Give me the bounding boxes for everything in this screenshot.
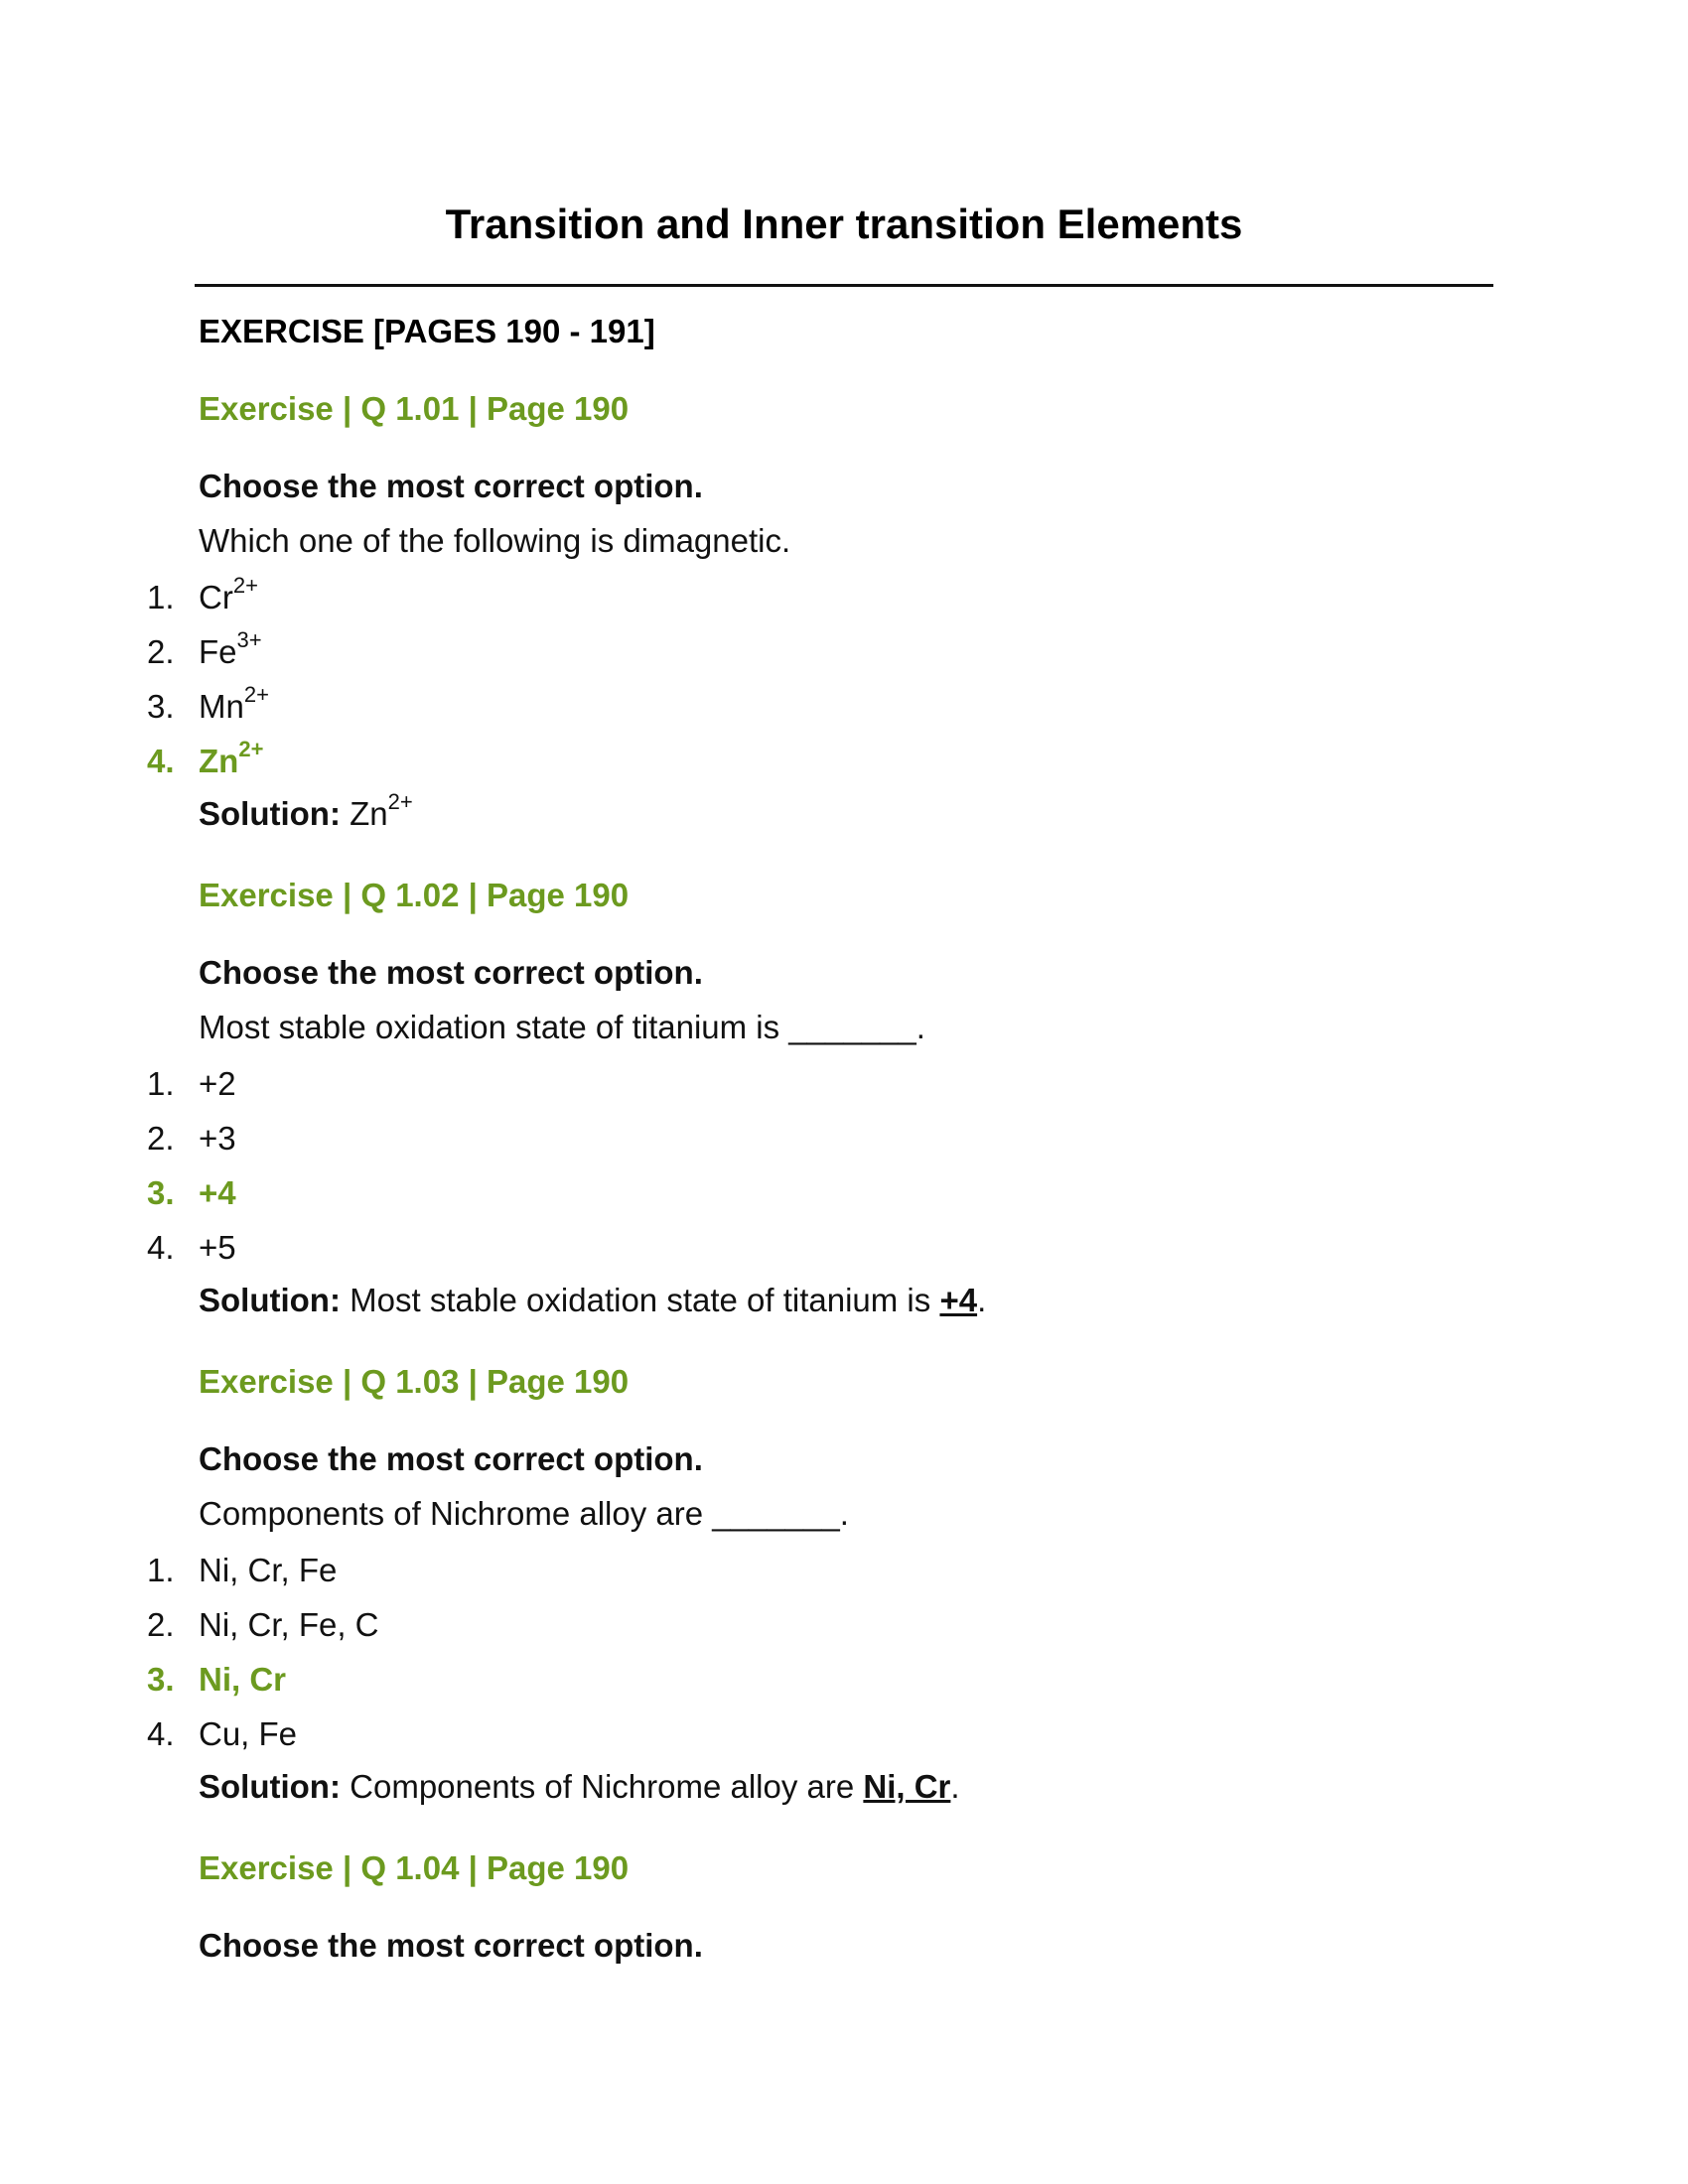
question-reference: Exercise | Q 1.02 | Page 190 (199, 877, 630, 913)
option-label: +4 (199, 1174, 236, 1211)
ion-charge: 2+ (387, 789, 413, 814)
section-heading: EXERCISE [PAGES 190 - 191] (199, 313, 655, 349)
option-list (0, 570, 1688, 788)
solution-text: Most stable oxidation state of titanium is (350, 1282, 940, 1318)
option-item[interactable] (147, 624, 1688, 679)
question-reference: Exercise | Q 1.04 | Page 190 (199, 1849, 630, 1886)
question-1-02 (0, 870, 1688, 1326)
option-item[interactable] (147, 570, 1688, 624)
option-number: 3. (147, 688, 175, 725)
option-number: 1. (147, 1065, 175, 1102)
spacer (0, 840, 1688, 870)
option-label: +5 (199, 1229, 236, 1266)
ion-charge: 2+ (243, 682, 269, 707)
question-instruction: Choose the most correct option. (199, 468, 703, 504)
option-item[interactable] (147, 1111, 1688, 1165)
option-item-correct[interactable] (147, 1165, 1688, 1220)
solution-label: Solution: (199, 1282, 341, 1318)
ion-charge: 2+ (238, 737, 264, 761)
solution-end: . (977, 1282, 987, 1318)
solution-text: Zn (350, 795, 388, 832)
question-instruction: Choose the most correct option. (199, 1440, 703, 1477)
question-reference: Exercise | Q 1.01 | Page 190 (199, 390, 630, 427)
option-item-correct[interactable] (147, 734, 1688, 788)
question-instruction: Choose the most correct option. (199, 1927, 703, 1964)
option-label: +2 (199, 1065, 236, 1102)
option-item-correct[interactable] (147, 1652, 1688, 1706)
option-number: 1. (147, 1552, 175, 1588)
option-label: Fe (199, 633, 237, 670)
question-text: Which one of the following is dimagnetic. (199, 522, 791, 559)
option-item[interactable] (147, 1706, 1688, 1761)
option-number: 2. (147, 1120, 175, 1157)
option-number: 4. (147, 1229, 175, 1266)
question-1-01 (0, 383, 1688, 840)
option-label: Cu, Fe (199, 1715, 298, 1752)
solution-label: Solution: (199, 795, 341, 832)
question-1-04 (0, 1843, 1688, 1972)
question-text: Components of Nichrome alloy are _______. (199, 1495, 849, 1532)
solution-answer: +4 (939, 1282, 978, 1318)
option-label: Ni, Cr (199, 1661, 287, 1698)
option-number: 2. (147, 633, 175, 670)
option-number: 1. (147, 579, 175, 615)
solution-answer: Ni, Cr (863, 1768, 951, 1805)
option-number: 3. (147, 1661, 175, 1698)
spacer (0, 1813, 1688, 1843)
question-instruction: Choose the most correct option. (199, 954, 703, 991)
solution-label: Solution: (199, 1768, 341, 1805)
solution-end: . (950, 1768, 960, 1805)
option-label: +3 (199, 1120, 236, 1157)
solution (199, 1761, 1688, 1813)
solution (199, 1275, 1688, 1326)
option-item[interactable] (147, 1543, 1688, 1597)
option-item[interactable] (147, 1597, 1688, 1652)
option-label: Ni, Cr, Fe, C (199, 1606, 379, 1643)
option-label: Ni, Cr, Fe (199, 1552, 338, 1588)
option-list (0, 1543, 1688, 1761)
spacer (0, 1326, 1688, 1356)
option-label: Mn (199, 688, 244, 725)
option-number: 3. (147, 1174, 175, 1211)
page-title: Transition and Inner transition Elements (445, 201, 1243, 247)
option-item[interactable] (147, 1056, 1688, 1111)
solution (199, 788, 1688, 840)
option-label: Cr (199, 579, 233, 615)
option-item[interactable] (147, 1220, 1688, 1275)
title-divider (195, 284, 1493, 287)
option-number: 4. (147, 743, 175, 779)
option-number: 4. (147, 1715, 175, 1752)
question-text: Most stable oxidation state of titanium is _______. (199, 1009, 925, 1045)
option-label: Zn (199, 743, 239, 779)
option-list (0, 1056, 1688, 1275)
solution-text: Components of Nichrome alloy are (350, 1768, 864, 1805)
question-reference: Exercise | Q 1.03 | Page 190 (199, 1363, 630, 1400)
option-number: 2. (147, 1606, 175, 1643)
ion-charge: 3+ (236, 627, 262, 652)
document-body (0, 306, 1688, 1972)
question-1-03 (0, 1356, 1688, 1813)
ion-charge: 2+ (232, 573, 258, 598)
option-item[interactable] (147, 679, 1688, 734)
